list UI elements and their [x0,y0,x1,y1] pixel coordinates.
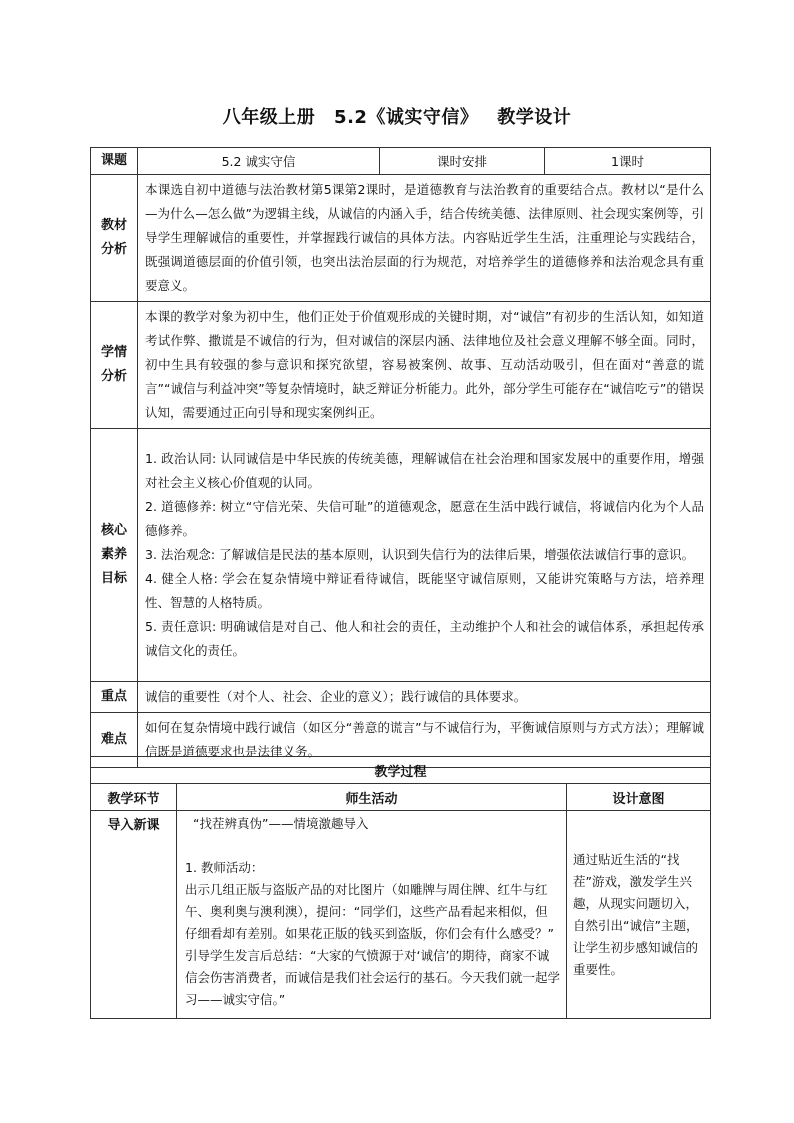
material-text: 本课选自初中道德与法治教材第5课第2课时，是道德教育与法治教育的重要结合点。教材以“是什么—为什么—怎么做”为逻辑主线，从诚信的内涵入手，结合传统美德、法律原则、社会现实案例等，引导学生理解诚信的重要性，并掌握践行诚信的具体方法。内容贴近学生生活，注重理论与实践结合，既强调道德层面的价值引领，也突出法治层面的行为规范，对培养学生的道德修养和法治观念具有重要意义。 [138,175,711,302]
process-table [90,756,711,1019]
topic-label: 课题 [91,148,138,175]
process-row [91,811,711,1019]
lesson-plan-table [90,147,711,768]
goals-list [138,429,711,682]
hours-value: 1课时 [545,148,711,175]
process-heading: 教学过程 [91,757,711,784]
goals-label-line2: 素养 [100,547,127,562]
goal-item: 5. 责任意识: 明确诚信是对自己、他人和社会的责任，主动维护个人和社会的诚信体系，承担起传承诚信文化的责任。 [145,619,704,658]
material-row [91,175,711,302]
learner-label-line2: 分析 [100,369,127,384]
goals-row [91,429,711,682]
process-columns-row [91,784,711,811]
title-grade: 八年级上册 [222,107,316,128]
material-label-line1: 教材 [100,218,127,233]
activity-blank [185,835,560,857]
activity-paragraph: 出示几组正版与盗版产品的对比图片（如雕牌与周住牌、红牛与红午、奥利奥与澳利澳），提问：“同学们，这些产品看起来相似，但仔细看却有差别。如果花正版的钱买到盗版，你们会有什么感受？” [185,882,554,941]
goal-item: 2. 道德修养: 树立“守信光荣、失信可耻”的道德观念，愿意在生活中践行诚信，将诚信内化为个人品德修养。 [145,499,704,538]
activity-title: “找茬辨真伪”——情境激趣导入 [193,816,369,831]
hours-label: 课时安排 [380,148,545,175]
learner-label [91,302,138,429]
document-title [0,103,794,129]
keypoint-label: 重点 [91,682,138,713]
goals-label-line3: 目标 [100,571,127,586]
difficulty-text: 如何在复杂情境中践行诚信（如区分“善意的谎言”与不诚信行为，平衡诚信原则与方式方法）；理解诚信既是道德要求也是法律义务。 [138,713,711,768]
goals-label-line1: 核心 [100,523,127,538]
keypoint-row [91,682,711,713]
col-activity: 师生活动 [177,784,567,811]
col-intent: 设计意图 [567,784,711,811]
stage-intro: 导入新课 [91,811,177,1019]
difficulty-label: 难点 [91,713,138,768]
goals-label [91,429,138,682]
activity-paragraph: 引导学生发言后总结：“大家的气愤源于对‘诚信’的期待，商家不诚信会伤害消费者，而诚信是我们社会运行的基石。今天我们就一起学习——诚实守信。” [185,948,561,1007]
goal-item: 3. 法治观念: 了解诚信是民法的基本原则，认识到失信行为的法律后果，增强依法诚信行事的意识。 [145,547,695,562]
title-doc: 教学设计 [497,107,572,128]
activity-cell [177,811,567,1019]
process-heading-row [91,757,711,784]
material-label [91,175,138,302]
keypoint-text: 诚信的重要性（对个人、社会、企业的意义）；践行诚信的具体要求。 [138,682,711,713]
title-lesson: 5.2《诚实守信》 [334,107,479,128]
col-stage: 教学环节 [91,784,177,811]
goal-item: 1. 政治认同: 认同诚信是中华民族的传统美德，理解诚信在社会治理和国家发展中的重要作用，增强对社会主义核心价值观的认同。 [145,451,704,490]
learner-label-line1: 学情 [100,345,127,360]
activity-step: 1. 教师活动： [185,860,264,875]
learner-text: 本课的教学对象为初中生，他们正处于价值观形成的关键时期，对“诚信”有初步的生活认知，如知道考试作弊、撒谎是不诚信的行为，但对诚信的深层内涵、法律地位及社会意义理解不够全面。同时，初中生具有较强的参与意识和探究欲望，容易被案例、故事、互动活动吸引，但在面对“善意的谎言”“诚信与利益冲突”等复杂情境时，缺乏辩证分析能力。此外，部分学生可能存在“诚信吃亏”的错误认知，需要通过正向引导和现实案例纠正。 [138,302,711,429]
goal-item: 4. 健全人格: 学会在复杂情境中辩证看待诚信，既能坚守诚信原则，又能讲究策略与方法，培养理性、智慧的人格特质。 [145,571,704,610]
intent-cell: 通过贴近生活的“找茬”游戏，激发学生兴趣，从现实问题切入，自然引出“诚信”主题，让学生初步感知诚信的重要性。 [567,811,711,1019]
topic-value: 5.2 诚实守信 [138,148,380,175]
learner-row [91,302,711,429]
material-label-line2: 分析 [100,242,127,257]
topic-row [91,148,711,175]
